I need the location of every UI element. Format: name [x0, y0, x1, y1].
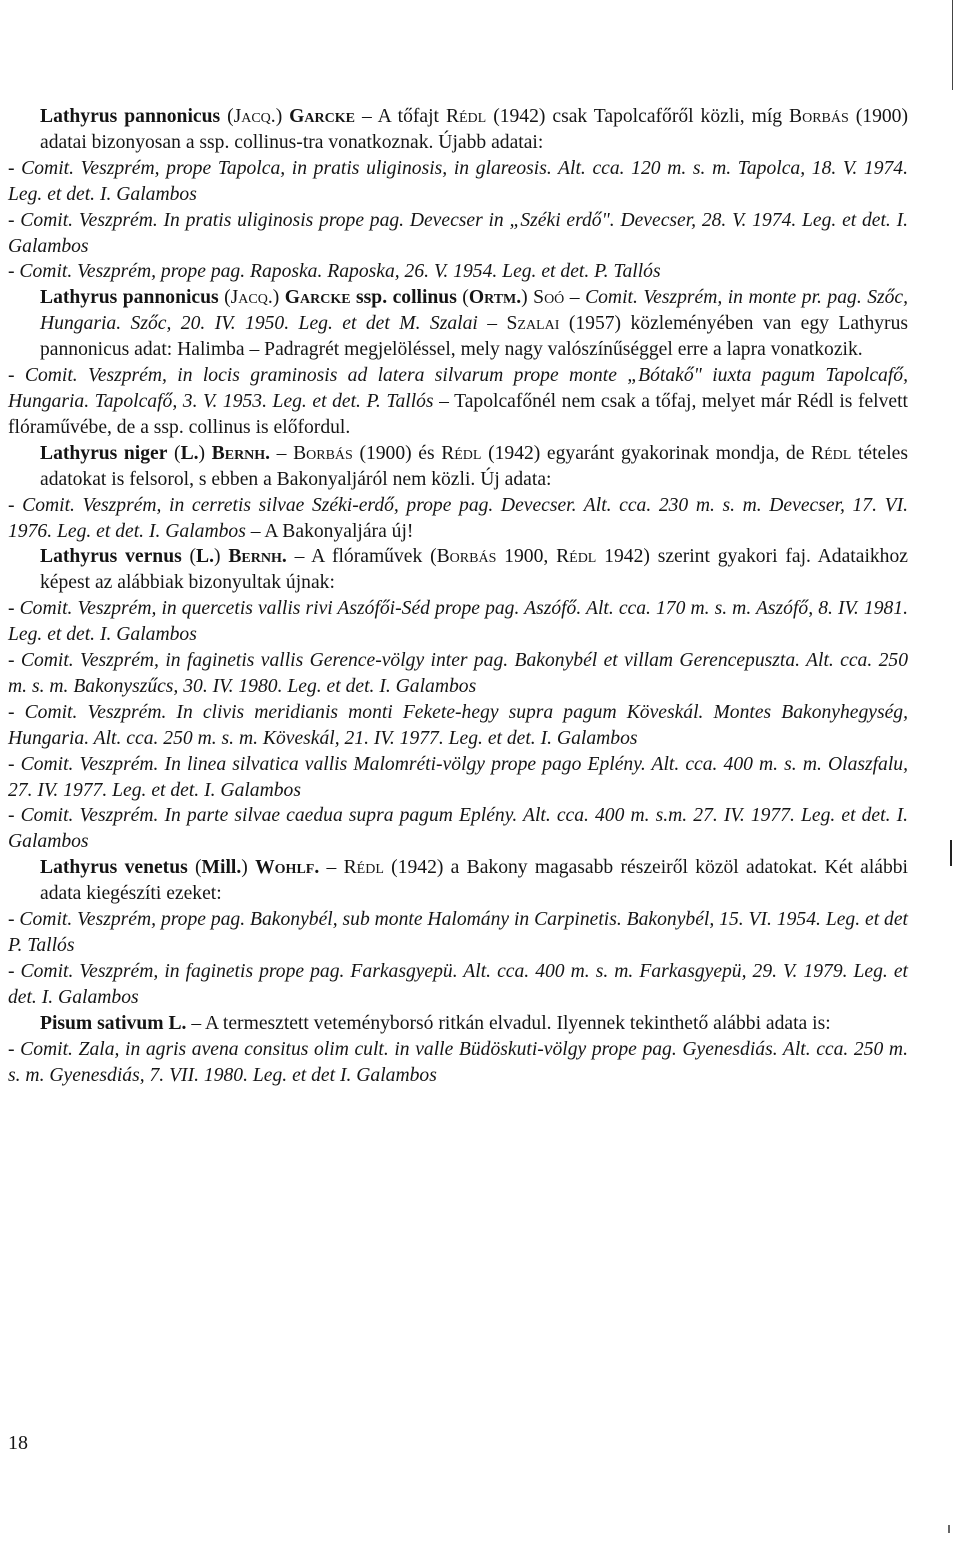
- record-paragraph: [8, 596, 908, 648]
- record-paragraph: [8, 803, 908, 855]
- text-run: ): [275, 106, 290, 127]
- text-run: ): [241, 857, 256, 879]
- text-run: – A flóraművek (: [286, 546, 437, 568]
- record-paragraph: [8, 700, 908, 752]
- text-run: –: [270, 442, 294, 464]
- text-run: L.: [196, 546, 215, 568]
- scan-edge-mark: [952, 0, 953, 90]
- record-paragraph: [8, 648, 908, 700]
- text-run: ): [214, 546, 229, 568]
- text-run: - Comit. Veszprém, prope pag. Bakonybél, sub monte Halomány in Carpinetis. Bakonybél, 15. VI. 1954. Leg. et det P. Tallós: [8, 909, 908, 956]
- text-run: Borbás: [293, 442, 353, 464]
- text-run: Soó: [533, 287, 565, 309]
- text-run: Rédl: [556, 546, 597, 568]
- text-run: (1900) adatai bizonyosan a ssp. collinus-tra vonatkoznak. Újabb adatai:: [40, 106, 908, 153]
- text-run: Rédl: [811, 442, 852, 464]
- text-run: - Comit. Zala, in agris avena consitus olim cult. in valle Büdöskuti-völgy prope pag. Gyenesdiás. Alt. cca. 250 m. s. m. Gyenesdiás, 7. VII. 1980. Leg. et det I. Galambos: [8, 1038, 908, 1086]
- text-run: tételes adatokat is felsorol, s ebben a Bakonyaljáról nem közli. Új adata:: [40, 442, 908, 490]
- text-run: (1942) a Bakony magasabb részeiről közöl adatokat. Két alábbi adata kiegészíti ezeket:: [40, 857, 908, 905]
- text-run: Lathyrus vernus: [40, 546, 182, 568]
- text-run: Borbás: [789, 106, 849, 127]
- text-run: Bernh.: [228, 546, 287, 568]
- text-run: (1942) egyaránt gyakorinak mondja, de: [481, 442, 812, 464]
- scan-edge-mark: [950, 840, 952, 866]
- text-run: - Comit. Veszprém, in faginetis vallis Gerence-völgy inter pag. Bakonybél et villam Gerencepuszta. Alt. cca. 250 m. s. m. Bakonyszűcs, 30. IV. 1980. Leg. et det. I. Galambos: [8, 650, 908, 697]
- text-run: ): [521, 287, 534, 309]
- text-run: Jacq.: [230, 287, 273, 309]
- species-paragraph: [8, 855, 908, 907]
- species-paragraph: [8, 544, 908, 596]
- text-run: Ortm.: [468, 287, 522, 309]
- text-run: (1957) közleményében van egy Lathyrus pannonicus adat: Halimba – Padragrét megjelöléssel, mely nagy valószínűséggel erre a lapra vonatkozik.: [40, 313, 909, 361]
- species-paragraph: [8, 1011, 908, 1037]
- text-run: - Comit. Veszprém, in quercetis vallis rivi Aszófői-Séd prope pag. Aszófő. Alt. cca. 170 m. s. m. Aszófő, 8. IV. 1981. Leg. et det. I. Galambos: [8, 598, 908, 646]
- text-run: ssp. collinus: [350, 287, 457, 309]
- text-run: –: [477, 313, 507, 335]
- text-run: – A Bakonyaljára új!: [245, 520, 414, 542]
- text-run: - Comit. Veszprém. In pratis uliginosis prope pag. Devecser in „Széki erdő". Devecser, 28. V. 1974. Leg. et det. I. Galambos: [8, 209, 908, 257]
- text-run: –: [564, 287, 586, 309]
- text-run: (1942) csak Tapolcafőről közli, míg: [486, 106, 790, 127]
- text-run: Lathyrus pannonicus: [40, 106, 221, 127]
- text-run: – A termesztett veteményborsó ritkán elvadul. Ilyennek tekinthető alábbi adata is:: [186, 1012, 831, 1034]
- record-paragraph: [8, 156, 908, 208]
- text-run: Lathyrus niger: [40, 442, 168, 464]
- species-paragraph: [8, 285, 908, 363]
- text-run: Pisum sativum L.: [40, 1012, 187, 1034]
- text-run: Lathyrus pannonicus: [40, 287, 219, 309]
- text-run: ): [272, 287, 285, 309]
- scan-edge-mark: [948, 1525, 950, 1533]
- text-run: Rédl: [441, 442, 482, 464]
- record-paragraph: [8, 1037, 908, 1089]
- text-run: Garcke: [289, 106, 355, 127]
- text-run: Bernh.: [211, 442, 271, 464]
- text-run: (: [181, 546, 197, 568]
- text-run: - Comit. Veszprém. In linea silvatica vallis Malomréti-völgy prope pago Eplény. Alt. cca. 400 m. s. m. Olaszfalu, 27. IV. 1977. Leg. et det. I. Galambos: [8, 753, 908, 801]
- text-run: L.: [180, 442, 199, 464]
- text-run: Comit. Veszprém, in monte pr. pag. Szőc, Hungaria. Szőc, 20. IV. 1950. Leg. et det M. Szalai: [40, 287, 909, 335]
- record-paragraph: [8, 208, 908, 260]
- species-paragraph: [8, 441, 908, 493]
- text-run: - Comit. Veszprém. In clivis meridianis monti Fekete-hegy supra pagum Köveskál. Montes Bakonyhegység, Hungaria. Alt. cca. 250 m. s. m. Köveskál, 21. IV. 1977. Leg. et det. I. Galambos: [8, 701, 908, 749]
- text-run: Garcke: [284, 287, 351, 309]
- text-run: - Comit. Veszprém, prope Tapolca, in pratis uliginosis, in glareosis. Alt. cca. 120 m. s. m. Tapolca, 18. V. 1974. Leg. et det. I. Galambos: [8, 157, 908, 205]
- text-run: Jacq.: [233, 106, 276, 127]
- text-run: - Comit. Veszprém, in cerretis silvae Széki-erdő, prope pag. Devecser. Alt. cca. 230 m. s. m. Devecser, 17. VI. 1976. Leg. et det. I. Galambos: [8, 494, 908, 542]
- text-run: ): [198, 442, 212, 464]
- text-run: - Comit. Veszprém. In parte silvae caedua supra pagum Eplény. Alt. cca. 400 m. s.m. 27. IV. 1977. Leg. et det. I. Galambos: [8, 805, 908, 853]
- text-run: (: [456, 287, 469, 309]
- text-run: Mill.: [201, 857, 242, 879]
- text-run: Szalai: [506, 313, 560, 335]
- text-run: 1900,: [496, 546, 557, 568]
- text-run: 1942) szerint gyakori faj. Adataikhoz képest az alábbiak bizonyultak újnak:: [40, 546, 908, 594]
- text-run: (1900) és: [352, 442, 442, 464]
- text-run: Rédl: [445, 106, 487, 127]
- species-paragraph: [8, 104, 908, 156]
- text-run: - Comit. Veszprém, in faginetis prope pag. Farkasgyepü. Alt. cca. 400 m. s. m. Farkasgyepü, 29. V. 1979. Leg. et det. I. Galambos: [8, 960, 908, 1008]
- text-run: Borbás: [436, 546, 497, 568]
- text-run: – A tőfajt: [354, 106, 446, 127]
- text-run: (: [218, 287, 231, 309]
- text-run: Lathyrus venetus: [40, 857, 188, 879]
- record-paragraph: [8, 907, 908, 959]
- text-run: - Comit. Veszprém, in locis graminosis ad latera silvarum prope monte „Bótakő" iuxta pagum Tapolcafő, Hungaria. Tapolcafő, 3. V. 1953. Leg. et det. P. Tallós: [8, 365, 908, 412]
- text-run: –: [319, 857, 344, 879]
- page-number: 18: [8, 1432, 28, 1454]
- record-paragraph: [8, 959, 908, 1011]
- record-paragraph: [8, 259, 908, 285]
- text-run: Wohlf.: [255, 857, 320, 879]
- text-run: - Comit. Veszprém, prope pag. Raposka. Raposka, 26. V. 1954. Leg. et det. P. Tallós: [8, 261, 661, 283]
- text-run: (: [187, 857, 202, 879]
- page-text: [8, 104, 908, 1088]
- record-paragraph: [8, 752, 908, 804]
- record-paragraph: [8, 493, 908, 545]
- text-run: – Tapolcafőnél nem csak a tőfaj, melyet már Rédl is felvett flóraművébe, de a ssp. collinus is előfordul.: [8, 390, 909, 438]
- text-run: Rédl: [343, 857, 384, 879]
- text-run: (: [220, 106, 234, 127]
- record-paragraph: [8, 363, 908, 441]
- text-run: (: [167, 442, 181, 464]
